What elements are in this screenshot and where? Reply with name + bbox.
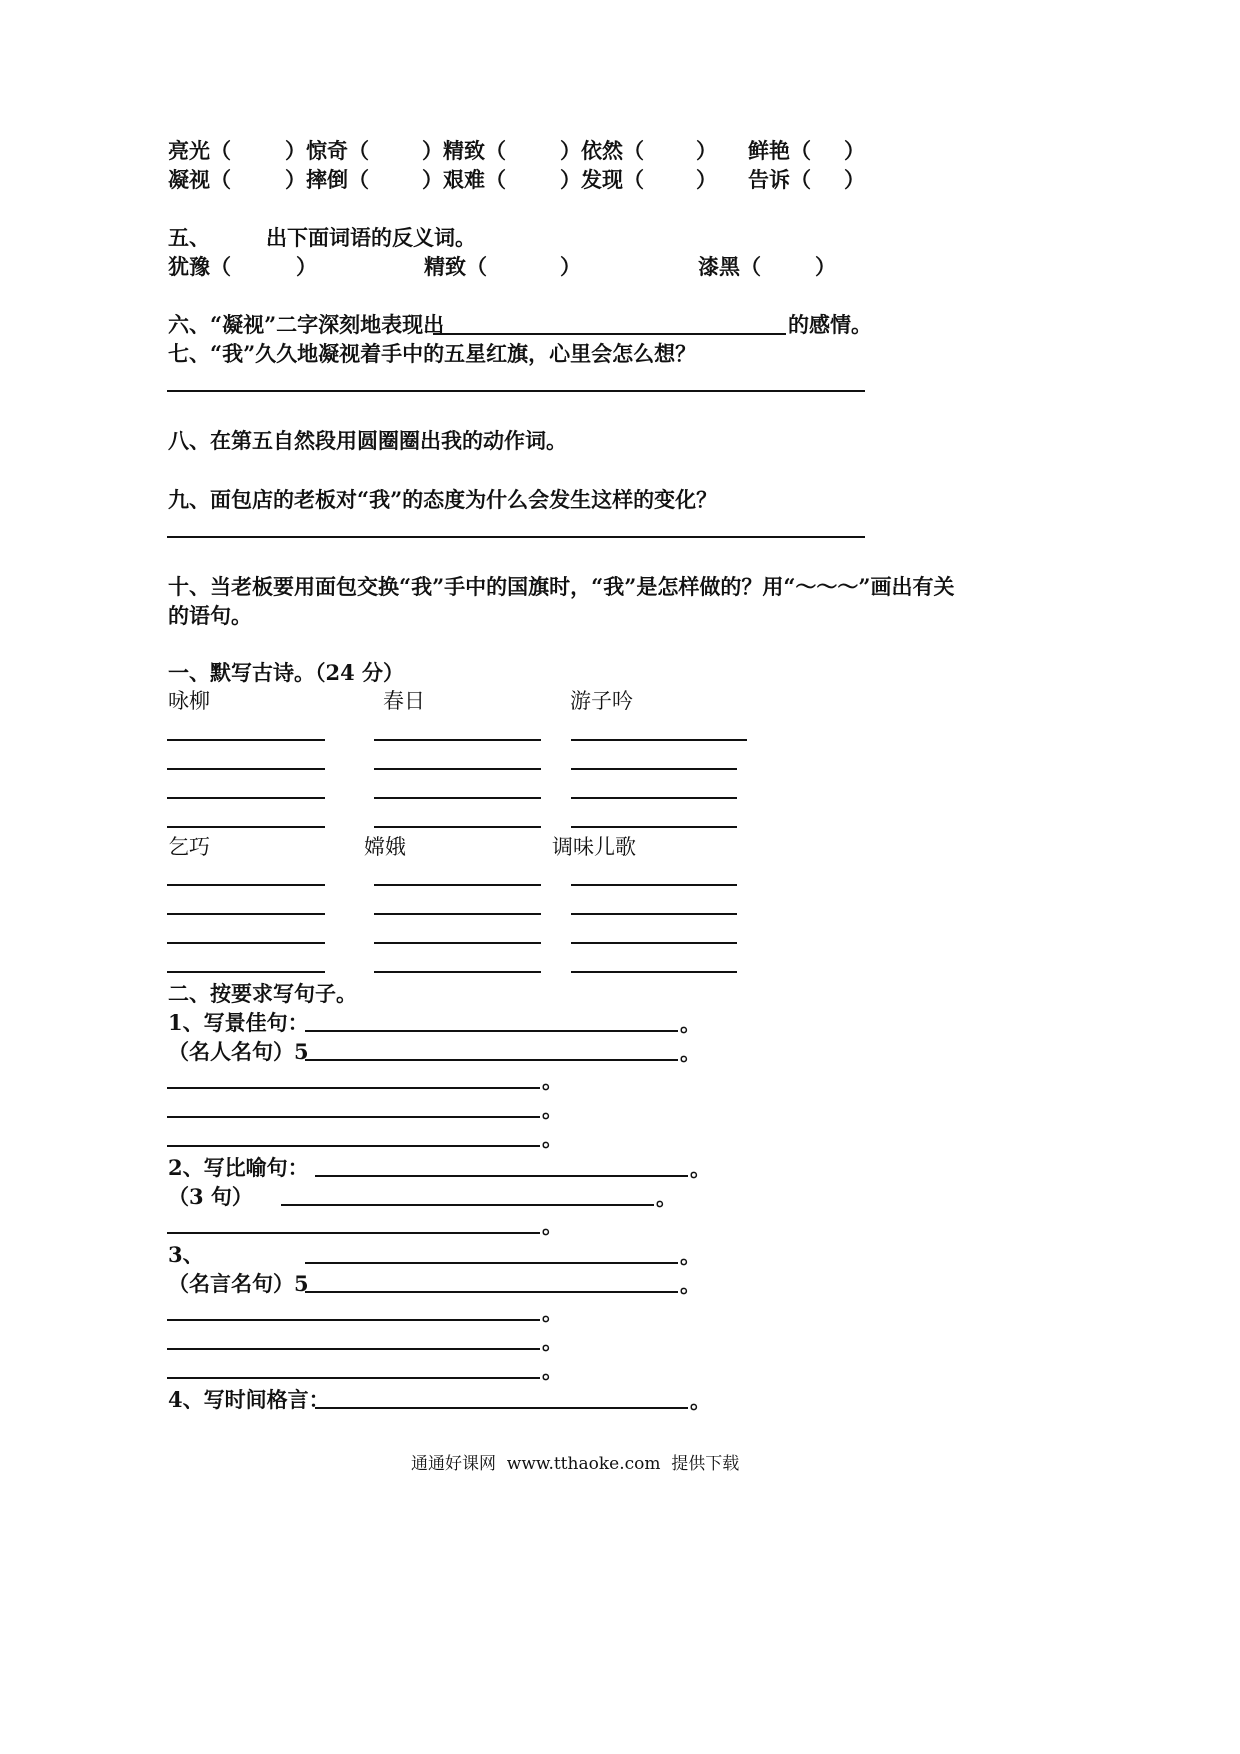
q8-text: 八、在第五自然段用圆圈圈出我的动作词。 xyxy=(168,428,567,453)
q7-text: 七、“我”久久地凝视着手中的五星红旗，心里会怎么想？ xyxy=(168,341,697,366)
poem-title-qiqiao: 乞巧 xyxy=(168,835,210,859)
q5-word-jingzhi: 精致（ xyxy=(424,254,487,279)
period: 。 xyxy=(542,1329,563,1354)
poem-line[interactable] xyxy=(374,797,541,799)
poems-heading: 一、默写古诗。（24 分） xyxy=(168,660,405,685)
poem-line[interactable] xyxy=(167,739,325,741)
s3-answer-line[interactable] xyxy=(305,1291,678,1293)
poem-line[interactable] xyxy=(571,971,737,973)
period: 。 xyxy=(680,1272,701,1297)
sentences-heading: 二、按要求写句子。 xyxy=(168,981,357,1006)
poem-line[interactable] xyxy=(571,797,737,799)
word-faxian-close: ） xyxy=(696,167,717,192)
period: 。 xyxy=(542,1300,563,1325)
poem-line[interactable] xyxy=(374,826,541,828)
footer-text: 通通好课网 www.tthaoke.com 提供下载 xyxy=(411,1454,740,1474)
poem-line[interactable] xyxy=(571,826,737,828)
s3-answer-line[interactable] xyxy=(167,1319,540,1321)
period: 。 xyxy=(680,1011,701,1036)
poem-title-change: 嫦娥 xyxy=(364,835,406,859)
poem-line[interactable] xyxy=(571,884,737,886)
period: 。 xyxy=(542,1068,563,1093)
s1-sub: （名人名句）5 xyxy=(168,1039,309,1064)
poem-line[interactable] xyxy=(571,942,737,944)
period: 。 xyxy=(542,1097,563,1122)
poem-line[interactable] xyxy=(167,797,325,799)
q7-answer-line[interactable] xyxy=(167,390,865,392)
q9-text: 九、面包店的老板对“我”的态度为什么会发生这样的变化？ xyxy=(168,487,718,512)
s1-label: 1、写景佳句： xyxy=(168,1010,309,1035)
q5-number: 五、 xyxy=(168,225,210,250)
period: 。 xyxy=(656,1185,677,1210)
word-yiran: ）依然（ xyxy=(560,138,644,163)
poem-line[interactable] xyxy=(167,884,325,886)
poem-line[interactable] xyxy=(167,971,325,973)
poem-line[interactable] xyxy=(374,971,541,973)
period: 。 xyxy=(680,1040,701,1065)
s3-answer-line[interactable] xyxy=(167,1348,540,1350)
poem-title-youziyin: 游子吟 xyxy=(570,689,633,713)
s1-answer-line[interactable] xyxy=(305,1059,678,1061)
word-shuaidao: ）摔倒（ xyxy=(285,167,369,192)
q6-suffix: 的感情。 xyxy=(788,312,872,337)
word-jiannan: ）艰难（ xyxy=(422,167,506,192)
word-jingzhi: ）精致（ xyxy=(422,138,506,163)
q5-word-qihei: 漆黑（ xyxy=(698,254,761,279)
s4-label: 4、写时间格言： xyxy=(168,1387,330,1412)
s2-answer-line[interactable] xyxy=(315,1175,688,1177)
q9-answer-line[interactable] xyxy=(167,536,865,538)
s2-sub: （3 句） xyxy=(168,1184,253,1209)
period: 。 xyxy=(680,1243,701,1268)
s1-answer-line[interactable] xyxy=(167,1145,540,1147)
poem-line[interactable] xyxy=(571,739,747,741)
s2-label: 2、写比喻句： xyxy=(168,1155,309,1180)
word-gaosu-close: ） xyxy=(844,167,865,192)
word-faxian: ）发现（ xyxy=(560,167,644,192)
word-ningshi: 凝视（ xyxy=(168,167,231,192)
poem-line[interactable] xyxy=(571,768,737,770)
q6-answer-line[interactable] xyxy=(433,333,786,335)
poem-line[interactable] xyxy=(374,942,541,944)
s2-answer-line[interactable] xyxy=(167,1232,540,1234)
word-xianyan-close: ） xyxy=(844,138,865,163)
s1-answer-line[interactable] xyxy=(167,1087,540,1089)
period: 。 xyxy=(690,1388,711,1413)
s2-answer-line[interactable] xyxy=(281,1204,654,1206)
q5-word-youyu: 犹豫（ xyxy=(168,254,231,279)
poem-title-yongliu: 咏柳 xyxy=(168,689,210,713)
word-liangguang: 亮光（ xyxy=(168,138,231,163)
poem-line[interactable] xyxy=(167,942,325,944)
poem-title-tiaowei: 调味儿歌 xyxy=(552,835,636,859)
word-gaosu: 告诉（ xyxy=(748,167,811,192)
s3-sub: （名言名句）5 xyxy=(168,1271,309,1296)
q5-word-youyu-close: ） xyxy=(296,254,317,279)
word-yiran-close: ） xyxy=(696,138,717,163)
s3-answer-line[interactable] xyxy=(305,1262,678,1264)
period: 。 xyxy=(542,1358,563,1383)
period: 。 xyxy=(690,1156,711,1181)
poem-line[interactable] xyxy=(167,768,325,770)
q6-prefix: 六、“凝视”二字深刻地表现出 xyxy=(168,312,445,337)
q5-word-qihei-close: ） xyxy=(815,254,836,279)
word-xianyan: 鲜艳（ xyxy=(748,138,811,163)
poem-line[interactable] xyxy=(374,739,541,741)
q5-text: 出下面词语的反义词。 xyxy=(266,225,476,250)
q10-text-line2: 的语句。 xyxy=(168,603,252,628)
poem-line[interactable] xyxy=(374,768,541,770)
word-jingqi: ）惊奇（ xyxy=(285,138,369,163)
poem-line[interactable] xyxy=(374,884,541,886)
poem-line[interactable] xyxy=(167,826,325,828)
poem-line[interactable] xyxy=(167,913,325,915)
s3-label: 3、 xyxy=(168,1242,204,1267)
s4-answer-line[interactable] xyxy=(315,1407,688,1409)
s1-answer-line[interactable] xyxy=(167,1116,540,1118)
period: 。 xyxy=(542,1126,563,1151)
poem-title-chunri: 春日 xyxy=(383,689,425,713)
q5-word-jingzhi-close: ） xyxy=(560,254,581,279)
poem-line[interactable] xyxy=(374,913,541,915)
s3-answer-line[interactable] xyxy=(167,1377,540,1379)
s1-answer-line[interactable] xyxy=(305,1030,678,1032)
period: 。 xyxy=(542,1213,563,1238)
q10-text-line1: 十、当老板要用面包交换“我”手中的国旗时，“我”是怎样做的？用“～～～”画出有关 xyxy=(168,574,955,599)
poem-line[interactable] xyxy=(571,913,737,915)
